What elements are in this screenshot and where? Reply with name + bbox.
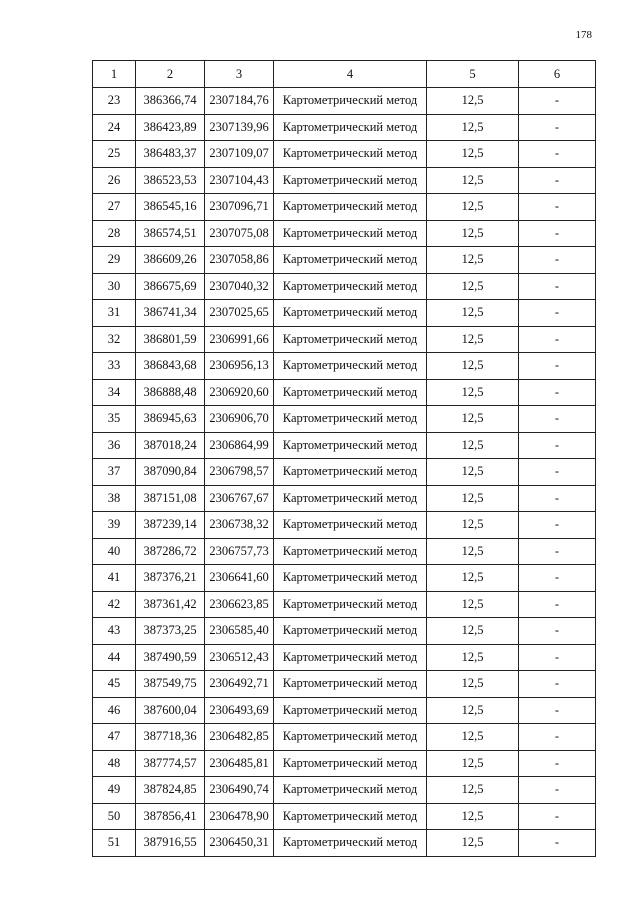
y-coordinate-cell: 2306512,43: [205, 644, 274, 671]
y-coordinate-cell: 2306585,40: [205, 618, 274, 645]
accuracy-cell: 12,5: [427, 406, 519, 433]
method-cell: Картометрический метод: [274, 273, 427, 300]
note-cell: -: [519, 247, 596, 274]
method-cell: Картометрический метод: [274, 830, 427, 857]
method-cell: Картометрический метод: [274, 167, 427, 194]
table-row: [93, 671, 596, 698]
point-number-cell: 49: [93, 777, 136, 804]
method-cell: Картометрический метод: [274, 538, 427, 565]
accuracy-cell: 12,5: [427, 247, 519, 274]
point-number-cell: 30: [93, 273, 136, 300]
accuracy-cell: 12,5: [427, 750, 519, 777]
point-number-cell: 47: [93, 724, 136, 751]
method-cell: Картометрический метод: [274, 618, 427, 645]
x-coordinate-cell: 387018,24: [136, 432, 205, 459]
x-coordinate-cell: 386675,69: [136, 273, 205, 300]
x-coordinate-cell: 386741,34: [136, 300, 205, 327]
x-coordinate-cell: 387490,59: [136, 644, 205, 671]
point-number-cell: 38: [93, 485, 136, 512]
y-coordinate-cell: 2307075,08: [205, 220, 274, 247]
point-number-cell: 32: [93, 326, 136, 353]
y-coordinate-cell: 2306450,31: [205, 830, 274, 857]
note-cell: -: [519, 697, 596, 724]
y-coordinate-cell: 2307139,96: [205, 114, 274, 141]
method-cell: Картометрический метод: [274, 803, 427, 830]
table-row: [93, 353, 596, 380]
accuracy-cell: 12,5: [427, 538, 519, 565]
point-number-cell: 35: [93, 406, 136, 433]
note-cell: -: [519, 353, 596, 380]
point-number-cell: 43: [93, 618, 136, 645]
header-row: [93, 61, 596, 88]
point-number-cell: 50: [93, 803, 136, 830]
y-coordinate-cell: 2307096,71: [205, 194, 274, 221]
note-cell: -: [519, 326, 596, 353]
accuracy-cell: 12,5: [427, 803, 519, 830]
accuracy-cell: 12,5: [427, 644, 519, 671]
y-coordinate-cell: 2306490,74: [205, 777, 274, 804]
table-row: [93, 459, 596, 486]
table-row: [93, 114, 596, 141]
y-coordinate-cell: 2307104,43: [205, 167, 274, 194]
method-cell: Картометрический метод: [274, 432, 427, 459]
x-coordinate-cell: 387373,25: [136, 618, 205, 645]
method-cell: Картометрический метод: [274, 220, 427, 247]
method-cell: Картометрический метод: [274, 379, 427, 406]
x-coordinate-cell: 387600,04: [136, 697, 205, 724]
table-row: [93, 724, 596, 751]
note-cell: -: [519, 591, 596, 618]
y-coordinate-cell: 2306485,81: [205, 750, 274, 777]
method-cell: Картометрический метод: [274, 326, 427, 353]
method-cell: Картометрический метод: [274, 591, 427, 618]
table-row: [93, 194, 596, 221]
accuracy-cell: 12,5: [427, 167, 519, 194]
table-row: [93, 406, 596, 433]
table-row: [93, 538, 596, 565]
method-cell: Картометрический метод: [274, 194, 427, 221]
y-coordinate-cell: 2306641,60: [205, 565, 274, 592]
accuracy-cell: 12,5: [427, 353, 519, 380]
y-coordinate-cell: 2306956,13: [205, 353, 274, 380]
method-cell: Картометрический метод: [274, 247, 427, 274]
table-row: [93, 644, 596, 671]
y-coordinate-cell: 2306493,69: [205, 697, 274, 724]
x-coordinate-cell: 386888,48: [136, 379, 205, 406]
point-number-cell: 28: [93, 220, 136, 247]
header-cell-4: 4: [274, 61, 427, 88]
method-cell: Картометрический метод: [274, 114, 427, 141]
method-cell: Картометрический метод: [274, 88, 427, 115]
table-row: [93, 167, 596, 194]
x-coordinate-cell: 386801,59: [136, 326, 205, 353]
x-coordinate-cell: 387239,14: [136, 512, 205, 539]
table-row: [93, 141, 596, 168]
accuracy-cell: 12,5: [427, 273, 519, 300]
y-coordinate-cell: 2306623,85: [205, 591, 274, 618]
note-cell: -: [519, 803, 596, 830]
table-row: [93, 273, 596, 300]
table-row: [93, 379, 596, 406]
table-row: [93, 750, 596, 777]
table-row: [93, 830, 596, 857]
method-cell: Картометрический метод: [274, 512, 427, 539]
y-coordinate-cell: 2307040,32: [205, 273, 274, 300]
y-coordinate-cell: 2306478,90: [205, 803, 274, 830]
x-coordinate-cell: 387718,36: [136, 724, 205, 751]
table-row: [93, 300, 596, 327]
table-row: [93, 485, 596, 512]
accuracy-cell: 12,5: [427, 724, 519, 751]
point-number-cell: 46: [93, 697, 136, 724]
point-number-cell: 29: [93, 247, 136, 274]
point-number-cell: 40: [93, 538, 136, 565]
note-cell: -: [519, 750, 596, 777]
table-row: [93, 432, 596, 459]
x-coordinate-cell: 387376,21: [136, 565, 205, 592]
header-cell-6: 6: [519, 61, 596, 88]
note-cell: -: [519, 114, 596, 141]
accuracy-cell: 12,5: [427, 512, 519, 539]
point-number-cell: 37: [93, 459, 136, 486]
table-row: [93, 697, 596, 724]
accuracy-cell: 12,5: [427, 618, 519, 645]
accuracy-cell: 12,5: [427, 830, 519, 857]
method-cell: Картометрический метод: [274, 777, 427, 804]
point-number-cell: 44: [93, 644, 136, 671]
x-coordinate-cell: 387774,57: [136, 750, 205, 777]
point-number-cell: 24: [93, 114, 136, 141]
note-cell: -: [519, 273, 596, 300]
x-coordinate-cell: 386545,16: [136, 194, 205, 221]
y-coordinate-cell: 2306798,57: [205, 459, 274, 486]
coordinates-table: [92, 60, 596, 857]
table-row: [93, 777, 596, 804]
y-coordinate-cell: 2307058,86: [205, 247, 274, 274]
y-coordinate-cell: 2306738,32: [205, 512, 274, 539]
note-cell: -: [519, 220, 596, 247]
point-number-cell: 23: [93, 88, 136, 115]
point-number-cell: 31: [93, 300, 136, 327]
y-coordinate-cell: 2306482,85: [205, 724, 274, 751]
point-number-cell: 51: [93, 830, 136, 857]
y-coordinate-cell: 2307109,07: [205, 141, 274, 168]
note-cell: -: [519, 830, 596, 857]
y-coordinate-cell: 2306906,70: [205, 406, 274, 433]
accuracy-cell: 12,5: [427, 485, 519, 512]
y-coordinate-cell: 2306492,71: [205, 671, 274, 698]
x-coordinate-cell: 386945,63: [136, 406, 205, 433]
accuracy-cell: 12,5: [427, 591, 519, 618]
method-cell: Картометрический метод: [274, 750, 427, 777]
table-row: [93, 220, 596, 247]
x-coordinate-cell: 387549,75: [136, 671, 205, 698]
x-coordinate-cell: 386423,89: [136, 114, 205, 141]
accuracy-cell: 12,5: [427, 697, 519, 724]
note-cell: -: [519, 194, 596, 221]
method-cell: Картометрический метод: [274, 565, 427, 592]
accuracy-cell: 12,5: [427, 194, 519, 221]
accuracy-cell: 12,5: [427, 114, 519, 141]
method-cell: Картометрический метод: [274, 671, 427, 698]
x-coordinate-cell: 387286,72: [136, 538, 205, 565]
x-coordinate-cell: 386574,51: [136, 220, 205, 247]
note-cell: -: [519, 300, 596, 327]
accuracy-cell: 12,5: [427, 565, 519, 592]
table-row: [93, 803, 596, 830]
note-cell: -: [519, 618, 596, 645]
note-cell: -: [519, 167, 596, 194]
accuracy-cell: 12,5: [427, 379, 519, 406]
point-number-cell: 25: [93, 141, 136, 168]
y-coordinate-cell: 2306767,67: [205, 485, 274, 512]
x-coordinate-cell: 387824,85: [136, 777, 205, 804]
method-cell: Картометрический метод: [274, 353, 427, 380]
table-row: [93, 88, 596, 115]
note-cell: -: [519, 485, 596, 512]
header-cell-1: 1: [93, 61, 136, 88]
x-coordinate-cell: 386609,26: [136, 247, 205, 274]
note-cell: -: [519, 406, 596, 433]
point-number-cell: 27: [93, 194, 136, 221]
page-number: 178: [575, 29, 592, 41]
table-row: [93, 591, 596, 618]
accuracy-cell: 12,5: [427, 777, 519, 804]
accuracy-cell: 12,5: [427, 459, 519, 486]
x-coordinate-cell: 387916,55: [136, 830, 205, 857]
method-cell: Картометрический метод: [274, 644, 427, 671]
accuracy-cell: 12,5: [427, 326, 519, 353]
point-number-cell: 26: [93, 167, 136, 194]
header-cell-2: 2: [136, 61, 205, 88]
note-cell: -: [519, 777, 596, 804]
x-coordinate-cell: 386483,37: [136, 141, 205, 168]
x-coordinate-cell: 386523,53: [136, 167, 205, 194]
x-coordinate-cell: 387090,84: [136, 459, 205, 486]
accuracy-cell: 12,5: [427, 88, 519, 115]
accuracy-cell: 12,5: [427, 141, 519, 168]
header-cell-5: 5: [427, 61, 519, 88]
y-coordinate-cell: 2307184,76: [205, 88, 274, 115]
note-cell: -: [519, 671, 596, 698]
header-cell-3: 3: [205, 61, 274, 88]
x-coordinate-cell: 387856,41: [136, 803, 205, 830]
table-row: [93, 565, 596, 592]
method-cell: Картометрический метод: [274, 141, 427, 168]
note-cell: -: [519, 644, 596, 671]
x-coordinate-cell: 386366,74: [136, 88, 205, 115]
y-coordinate-cell: 2306757,73: [205, 538, 274, 565]
method-cell: Картометрический метод: [274, 697, 427, 724]
table-body: [93, 88, 596, 857]
point-number-cell: 42: [93, 591, 136, 618]
table-row: [93, 326, 596, 353]
x-coordinate-cell: 387361,42: [136, 591, 205, 618]
note-cell: -: [519, 432, 596, 459]
y-coordinate-cell: 2306991,66: [205, 326, 274, 353]
table-row: [93, 247, 596, 274]
y-coordinate-cell: 2306920,60: [205, 379, 274, 406]
accuracy-cell: 12,5: [427, 671, 519, 698]
note-cell: -: [519, 724, 596, 751]
point-number-cell: 45: [93, 671, 136, 698]
x-coordinate-cell: 386843,68: [136, 353, 205, 380]
accuracy-cell: 12,5: [427, 220, 519, 247]
note-cell: -: [519, 538, 596, 565]
method-cell: Картометрический метод: [274, 406, 427, 433]
note-cell: -: [519, 565, 596, 592]
method-cell: Картометрический метод: [274, 300, 427, 327]
table-row: [93, 512, 596, 539]
table-header: [93, 61, 596, 88]
accuracy-cell: 12,5: [427, 432, 519, 459]
table-row: [93, 618, 596, 645]
note-cell: -: [519, 459, 596, 486]
note-cell: -: [519, 141, 596, 168]
point-number-cell: 36: [93, 432, 136, 459]
point-number-cell: 41: [93, 565, 136, 592]
note-cell: -: [519, 512, 596, 539]
accuracy-cell: 12,5: [427, 300, 519, 327]
method-cell: Картометрический метод: [274, 724, 427, 751]
note-cell: -: [519, 379, 596, 406]
note-cell: -: [519, 88, 596, 115]
method-cell: Картометрический метод: [274, 459, 427, 486]
method-cell: Картометрический метод: [274, 485, 427, 512]
y-coordinate-cell: 2307025,65: [205, 300, 274, 327]
point-number-cell: 33: [93, 353, 136, 380]
point-number-cell: 34: [93, 379, 136, 406]
point-number-cell: 39: [93, 512, 136, 539]
point-number-cell: 48: [93, 750, 136, 777]
y-coordinate-cell: 2306864,99: [205, 432, 274, 459]
x-coordinate-cell: 387151,08: [136, 485, 205, 512]
